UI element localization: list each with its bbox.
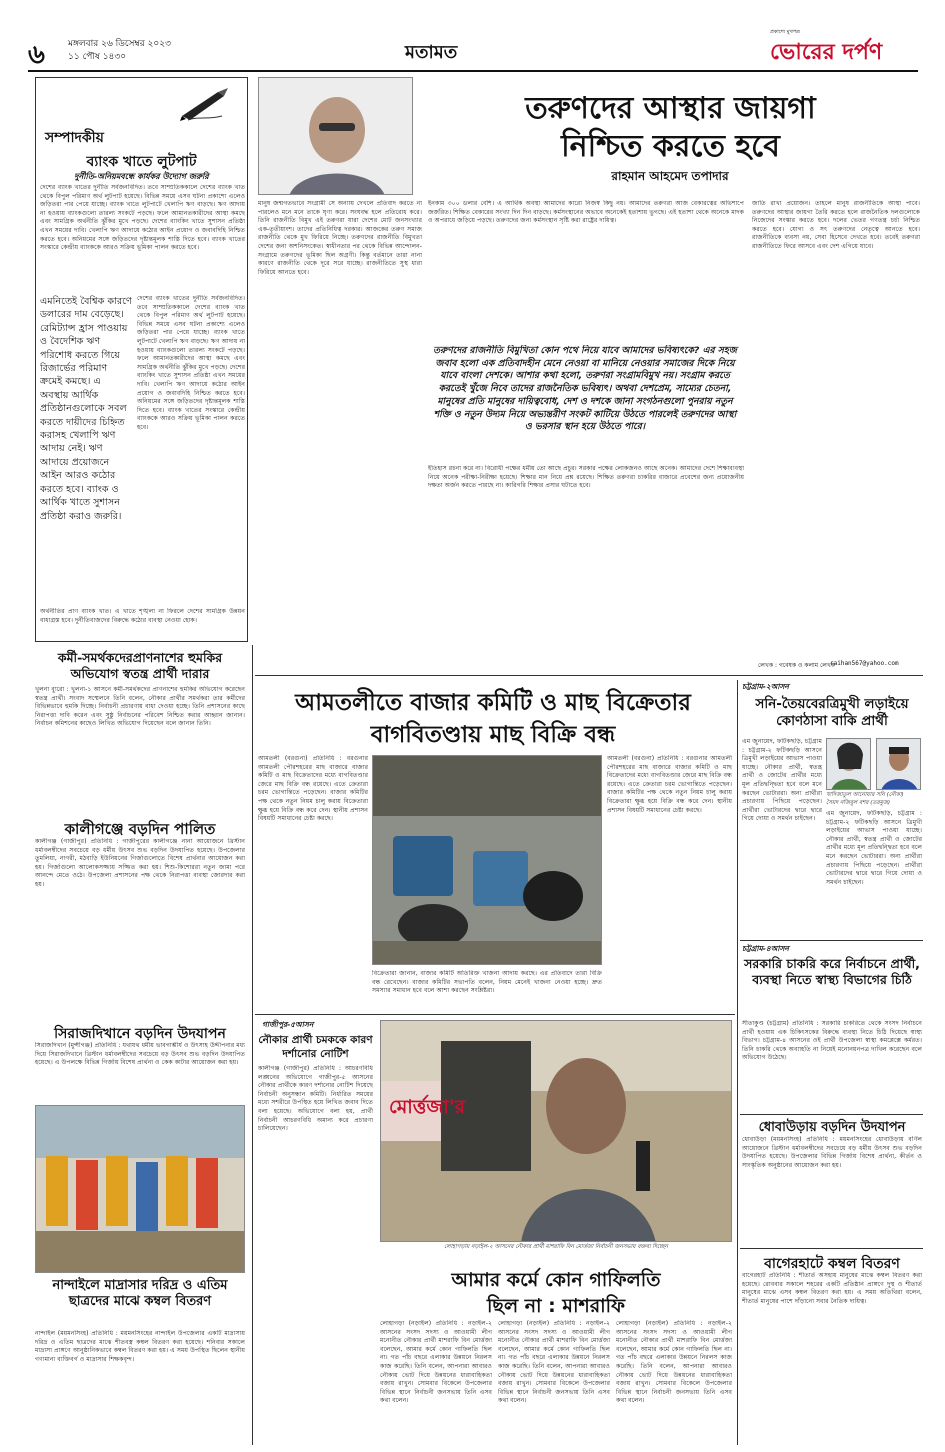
paper-logo: ভোরের দর্পণ <box>770 40 883 65</box>
opinion-author-email: raihan567@yahoo.com <box>830 660 899 667</box>
bazar-body-right: আমতলী (বরগুনা) প্রতিনিধি : বরগুনার আমতলী পৌরশহরের মাছ বাজারে বাজার কমিটি ও মাছ বিক্রেতাদের মধ্যে বাগবিতণ্ডার জেরে মাছ বিক্রি বন্ধ রয়েছে। এতে ক্রেতারা চরম ভোগান্তিতে পড়েছেন। বাজার কমিটির পক্ষ থেকে নতুন নিয়ম চালু করায় বিক্রেতারা ক্ষুব্ধ হয়ে বিক্রি বন্ধ করে দেন। স্থানীয় প্রশাসন বিষয়টি সমাধানের চেষ্টা করছে। <box>607 755 732 814</box>
dhobaura-headline: ধোবাউড়ায় বড়দিন উদযাপন <box>758 1120 906 1135</box>
candidate-caption-1: খাদিজাতুল আনোয়ার সনি (নৌকা) <box>826 792 904 798</box>
right-column-divider <box>737 680 738 1445</box>
kaliganj-headline: কালীগঞ্জে বড়দিন পালিত <box>64 820 216 838</box>
opinion-body-lower: ইতিহাস রচনা করে না। বিরোধী পক্ষের ধর্মীয় তো আছে প্রচুর। সরকার পক্ষের লোকজনও আছে অনেক। আমাদের দেশে শিক্ষাব্যবস্থা নিয়ে অনেক পরীক্ষা-নিরীক্ষা হয়েছে। শিক্ষার মান নিয়ে প্রশ্ন রয়েছে। শিক্ষিত তরুণরা চাকরির বাজারে প্রবেশের জন্য প্রয়োজনীয় দক্ষতা অর্জন করতে পারছে না। কারিগরি শিক্ষার প্রসার ঘটাতে হবে। <box>428 465 744 490</box>
editorial-label: সম্পাদকীয় <box>45 130 104 146</box>
opinion-headline-2: নিশ্চিত করতে হবে <box>561 129 780 164</box>
left-column-divider <box>252 645 253 1445</box>
date-line-1: মঙ্গলবার ২৬ ডিসেম্বর ২০২৩ <box>68 39 171 49</box>
chattogram-bottom-rule <box>740 940 923 941</box>
author-photo <box>258 77 413 195</box>
dhobaura-body: ধোবাউড়া (ময়মনসিংহ) প্রতিনিধি : ময়মনসিংহের ধোবাউড়ায় বর্ণিল আয়োজনে খ্রিস্টান ধর্মাবলম্বীদের সবচেয়ে বড় ধর্মীয় উৎসব শুভ বড়দিন উদযাপিত হয়েছে। উপজেলার বিভিন্ন গির্জায় বিশেষ প্রার্থনা, কীর্তন ও সাংস্কৃতিক অনুষ্ঠানের আয়োজন করা হয়। <box>742 1136 922 1169</box>
chattogram-headline: সনি-তৈয়বেরত্রিমুখী লড়াইয়ে কোণঠাসা বাকি প্রার্থী <box>755 696 909 729</box>
bagerhat-body: বাগেরহাট প্রতিনিধি : শীতার্ত অসহায় মানুষের মাঝে কম্বল বিতরণ করা হয়েছে। রোববার সকালে শহরের একটি প্রতিষ্ঠান প্রাঙ্গণে দুস্থ ও শীতার্ত মানুষের মাঝে এসব কম্বল বিতরণ করা হয়। এ সময় অতিথিরা বলেন, শীতার্ত মানুষের পাশে দাঁড়ানো সবার নৈতিক দায়িত্ব। <box>742 1272 922 1305</box>
editorial-body-2: অর্থনীতির প্রাণ ব্যাংক খাত। এ খাতে শৃঙ্খলা না ফিরলে দেশের সামগ্রিক উন্নয়ন বাধাগ্রস্ত হবে। দুর্নীতিবাজদের বিরুদ্ধে কঠোর ব্যবস্থা নেওয়া হোক। <box>40 608 245 624</box>
kormi-headline: কর্মী-সমর্থকদেরপ্রাণনাশের হুমকির অভিযোগ স্বতন্ত্র প্রার্থী দারার <box>57 650 223 681</box>
bazar-headline-1: আমতলীতে বাজার কমিটি ও মাছ বিক্রেতার <box>295 690 691 716</box>
kormi-body: খুলনা ব্যুরো : খুলনা-১ আসনে কর্মী-সমর্থকদের প্রাণনাশের হুমকির অভিযোগ করেছেন স্বতন্ত্র প্রার্থী। সংবাদ সম্মেলনে তিনি বলেন, নৌকার প্রার্থীর সমর্থকরা তার কর্মীদের বিভিন্নভাবে হুমকি দিচ্ছে। নির্বাচনী প্রচারণায় বাধা দেওয়া হচ্ছে। তিনি প্রশাসনের কাছে নিরাপত্তা দাবি করেন এবং সুষ্ঠু নির্বাচনের পরিবেশ নিশ্চিত করার আহ্বান জানান। নির্বাচন কমিশনের কাছেও লিখিত অভিযোগ দিয়েছেন বলে জানান তিনি। <box>35 686 245 728</box>
chattogram-kicker: চট্টগ্রাম-২আসন <box>742 682 789 691</box>
candidate-caption-2: সৈয়দ নজিবুল বশর (তরমুজ) <box>826 800 891 806</box>
opinion-body-col2: ইনকাম ৩০০ ডলার বেশি। এ আর্থিক অবস্থা আমাদের কারো নিজস্ব কিছু নয়। আমাদের তরুণরা আজ বেকারত্বের অভিশাপে জর্জরিত। শিক্ষিত বেকারের সংখ্যা দিন দিন বাড়ছে। কর্মসংস্থানের অভাবে অনেকেই হতাশায় ভুগছে। এই হতাশা থেকে অনেকে মাদক ও অপরাধে জড়িয়ে পড়ছে। তরুণদের জন্য কর্মসংস্থান সৃষ্টি করা রাষ্ট্রের দায়িত্ব। <box>428 200 744 225</box>
bazar-body-bottom: বিক্রেতারা জানান, বাজার কমিটি অতিরিক্ত খাজনা আদায় করছে। এর প্রতিবাদে তারা বিক্রি বন্ধ রেখেছেন। বাজার কমিটির সভাপতি বলেন, নিয়ম মেনেই খাজনা নেওয়া হচ্ছে। দ্রুত সমস্যার সমাধান হবে বলে আশা করছেন সংশ্লিষ্টরা। <box>372 970 602 995</box>
section-title: মতামত <box>405 42 458 63</box>
opinion-author-note: লেখক : গবেষক ও কলাম লেখক <box>758 662 835 669</box>
opinion-bottom-rule <box>255 675 923 676</box>
kaliganj-body: কালীগঞ্জ (গাজীপুর) প্রতিনিধি : গাজীপুরের কালীগঞ্জে নানা আয়োজনে খ্রিস্টান ধর্মাবলম্বীদের সবচেয়ে বড় ধর্মীয় উৎসব শুভ বড়দিন উদযাপিত হয়েছে। উপজেলার তুমলিয়া, নাগরী, মঠবাড়ি ইউনিয়নের গির্জাগুলোতে বিশেষ প্রার্থনার আয়োজন করা হয়। গির্জাগুলো আলোকসজ্জায় সজ্জিত করা হয়। শিশু-কিশোররা নতুন জামা পরে আনন্দে মেতে ওঠে। উপজেলা প্রশাসনের পক্ষ থেকে নিরাপত্তা ব্যবস্থা জোরদার করা হয়। <box>35 838 245 888</box>
opinion-headline-1: তরুণদের আস্থার জায়গা <box>525 91 816 126</box>
sarkari-kicker: চট্টগ্রাম-৪আসন <box>742 944 789 953</box>
editorial-body-right: দেশের ব্যাংক খাতের দুর্নীতি সর্বজনবিদিত। তবে সাম্প্রতিককালে দেশের ব্যাংক খাত থেকে বিপুল পরিমাণ অর্থ লুটপাট হয়েছে। বিভিন্ন সময়ে এসব ঘটনা প্রকাশ্যে এলেও জড়িতরা পার পেয়ে যাচ্ছে। ব্যাংক খাতে লুটপাটে খেলাপি ঋণ বাড়ছে। ঋণ আদায় না হওয়ায় ব্যাংকগুলো তারল্য সংকটে পড়ছে। ফলে আমানতকারীদের আস্থা কমছে এবং সামগ্রিক অর্থনীতি ঝুঁকির মুখে পড়ছে। দেশের ব্যাংকিং খাতে সুশাসন প্রতিষ্ঠা এখন সময়ের দাবি। খেলাপি ঋণ আদায়ে কঠোর আইন প্রয়োগ ও জবাবদিহি নিশ্চিত করতে হবে। অনিয়মের সঙ্গে জড়িতদের দৃষ্টান্তমূলক শাস্তি দিতে হবে। ব্যাংক খাতের সংস্কারে কেন্দ্রীয় ব্যাংককে আরও সক্রিয় ভূমিকা পালন করতে হবে। <box>137 295 245 431</box>
sarkari-body: সীতাকুণ্ড (চট্টগ্রাম) প্রতিনিধি : সরকারি চাকরিতে থেকে সংসদ নির্বাচনে প্রার্থী হওয়ায় এক চিকিৎসকের বিরুদ্ধে ব্যবস্থা নিতে চিঠি দিয়েছে স্বাস্থ্য বিভাগ। চট্টগ্রাম-৪ আসনের ওই প্রার্থী উপজেলা স্বাস্থ্য কমপ্লেক্সে কর্মরত। তিনি চাকরি থেকে অব্যাহতি না নিয়েই মনোনয়নপত্র দাখিল করেছেন বলে অভিযোগ উঠেছে। <box>742 1020 922 1062</box>
opinion-body-col1: মানুষ জন্মগতভাবে সংগ্রামী সে অন্যায় দেখলে প্রতিবাদ করতে না পারলেও মনে মনে তাকে ঘৃণা করে। সংঘবদ্ধ হলে প্রতিরোধ করে। তিনি রাজনীতি বিমুখ এই তরুণরা যারা দেশের মোট জনসংখ্যার এক-তৃতীয়াংশ। তাদের প্রতিনিধিত্ব দরকার। আজকের তরুণ সমাজ রাজনীতি থেকে মুখ ফিরিয়ে নিচ্ছে। তরুণদের রাজনীতি বিমুখতা দেশের জন্য অশনিসংকেত। স্বাধীনতার পর থেকে বিভিন্ন আন্দোলন-সংগ্রামে তরুণদের ভূমিকা ছিল অগ্রণী। কিন্তু বর্তমানে তারা নানা কারণে রাজনীতি থেকে দূরে সরে যাচ্ছে। রাজনীতিতে সুস্থ ধারা ফিরিয়ে আনতে হবে। <box>258 200 422 276</box>
mashrafe-photo <box>380 1020 732 1242</box>
siraj-body: সিরাজদিখান (মুন্সীগঞ্জ) প্রতিনিধি : যথাযথ ধর্মীয় ভাবগাম্ভীর্য ও উৎসাহ উদ্দীপনার মধ্য দিয়ে সিরাজদিখানে খ্রিস্টান ধর্মাবলম্বীদের সবচেয়ে বড় উৎসব শুভ বড়দিন উদযাপিত হয়েছে। এ উপলক্ষে বিভিন্ন গির্জায় বিশেষ প্রার্থনা ও কেক কাটার আয়োজন করা হয়। <box>35 1042 245 1067</box>
sarkari-headline: সরকারি চাকরি করে নির্বাচনে প্রার্থী, ব্যবস্থা নিতে স্বাস্থ্য বিভাগের চিঠি <box>744 956 920 987</box>
bazar-bottom-rule <box>255 1014 735 1015</box>
siraj-photo <box>35 1105 245 1273</box>
gazipur-body: কালীগঞ্জ (গাজীপুর) প্রতিনিধি : আচরণবিধি লঙ্ঘনের অভিযোগে গাজীপুর-৫ আসনের নৌকার প্রার্থীকে কারণ দর্শানোর নোটিশ দিয়েছে নির্বাচনী অনুসন্ধান কমিটি। নির্ধারিত সময়ের মধ্যে সশরীরে উপস্থিত হয়ে লিখিত জবাব দিতে বলা হয়েছে। অভিযোগে বলা হয়, প্রার্থী নির্বাচনী আচরণবিধি অমান্য করে প্রচারণা চালিয়েছেন। <box>258 1065 373 1133</box>
masthead <box>0 0 945 70</box>
chattogram-body: এম জুনায়েদ, ফটিকছড়ি, চট্টগ্রাম : চট্টগ্রাম-২ ফটিকছড়ি আসনে ত্রিমুখী লড়াইয়ের আভাস পাওয়া যাচ্ছে। নৌকার প্রার্থী, স্বতন্ত্র প্রার্থী ও জোটের প্রার্থীর মধ্যে মূল প্রতিদ্বন্দ্বিতা হবে বলে মনে করছেন ভোটাররা। অন্য প্রার্থীরা প্রচারণায় পিছিয়ে পড়েছেন। প্রার্থীরা ভোটারদের দ্বারে দ্বারে গিয়ে দোয়া ও সমর্থন চাইছেন। <box>742 738 822 823</box>
mashrafe-photo-caption: লোহাগড়ায় নড়াইল-২ আসনের নৌকার প্রার্থী মাশরাফি বিন মোর্ত্তজা নির্বাচনী জনসভায় বক্তব্য দিচ্ছেন <box>444 1244 668 1250</box>
gazipur-kicker: গাজীপুর-৫আসন <box>262 1020 314 1029</box>
fish-market-photo <box>372 755 602 965</box>
editorial-body: দেশের ব্যাংক খাতের দুর্নীতি সর্বজনবিদিত। তবে সাম্প্রতিককালে দেশের ব্যাংক খাত থেকে বিপুল পরিমাণ অর্থ লুটপাট হয়েছে। বিভিন্ন সময়ে এসব ঘটনা প্রকাশ্যে এলেও জড়িতরা পার পেয়ে যাচ্ছে। ব্যাংক খাতে লুটপাটে খেলাপি ঋণ বাড়ছে। ঋণ আদায় না হওয়ায় ব্যাংকগুলো তারল্য সংকটে পড়ছে। ফলে আমানতকারীদের আস্থা কমছে এবং সামগ্রিক অর্থনীতি ঝুঁকির মুখে পড়ছে। দেশের ব্যাংকিং খাতে সুশাসন প্রতিষ্ঠা এখন সময়ের দাবি। খেলাপি ঋণ আদায়ে কঠোর আইন প্রয়োগ ও জবাবদিহি নিশ্চিত করতে হবে। অনিয়মের সঙ্গে জড়িতদের দৃষ্টান্তমূলক শাস্তি দিতে হবে। ব্যাংক খাতের সংস্কারে কেন্দ্রীয় ব্যাংককে আরও সক্রিয় ভূমিকা পালন করতে হবে। <box>40 184 245 252</box>
editorial-subhead: দুর্নীতি-অনিয়মবন্ধে কার্যকর উদ্যোগ জরুরি <box>74 172 209 181</box>
candidate-photo-1 <box>826 738 871 790</box>
pen-icon <box>178 86 230 122</box>
date-line-2: ১১ পৌষ ১৪৩০ <box>68 52 127 62</box>
mashrafe-body-3: লোহাগড়া (নড়াইল) প্রতিনিধি : নড়াইল-২ আসনের সংসদ সদস্য ও আওয়ামী লীগ মনোনীত নৌকার প্রার্থী মাশরাফি বিন মোর্ত্তজা বলেছেন, আমার কর্মে কোন গাফিলতি ছিল না। গত পাঁচ বছরে এলাকার উন্নয়নে নিরলস কাজ করেছি। তিনি বলেন, আপনারা আবারও নৌকায় ভোট দিয়ে উন্নয়নের ধারাবাহিকতা বজায় রাখুন। সোমবার বিকেলে উপজেলার বিভিন্ন স্থানে নির্বাচনী জনসভায় তিনি এসব কথা বলেন। <box>616 1320 732 1405</box>
mashrafe-headline-2: ছিল না : মাশরাফি <box>487 1295 625 1317</box>
paper-tagline: প্রকাশ্যে মুখপত্র <box>770 29 800 35</box>
opinion-body-col3: জাতি রাখা প্রয়োজন। তাহলে মানুষ রাজনীতিকে আস্থা পাবে। তরুণদের আস্থার জায়গা তৈরি করতে হলে রাজনৈতিক দলগুলোকে নিজেদের সংস্কার করতে হবে। দলের ভেতর গণতন্ত্র চর্চা নিশ্চিত করতে হবে। যোগ্য ও সৎ তরুণদের নেতৃত্বে আনতে হবে। রাজনীতিকে ব্যবসা নয়, সেবা হিসেবে দেখতে হবে। তবেই তরুণরা রাজনীতিতে ফিরে আসবে এবং দেশ এগিয়ে যাবে। <box>752 200 920 250</box>
bazar-body-left: আমতলী (বরগুনা) প্রতিনিধি : বরগুনার আমতলী পৌরশহরের মাছ বাজারে বাজার কমিটি ও মাছ বিক্রেতাদের মধ্যে বাগবিতণ্ডার জেরে মাছ বিক্রি বন্ধ রয়েছে। এতে ক্রেতারা চরম ভোগান্তিতে পড়েছেন। বাজার কমিটির পক্ষ থেকে নতুন নিয়ম চালু করায় বিক্রেতারা ক্ষুব্ধ হয়ে বিক্রি বন্ধ করে দেন। স্থানীয় প্রশাসন বিষয়টি সমাধানের চেষ্টা করছে। <box>258 755 368 823</box>
chattogram-body-right: এম জুনায়েদ, ফটিকছড়ি, চট্টগ্রাম : চট্টগ্রাম-২ ফটিকছড়ি আসনে ত্রিমুখী লড়াইয়ের আভাস পাওয়া যাচ্ছে। নৌকার প্রার্থী, স্বতন্ত্র প্রার্থী ও জোটের প্রার্থীর মধ্যে মূল প্রতিদ্বন্দ্বিতা হবে বলে মনে করছেন ভোটাররা। অন্য প্রার্থীরা প্রচারণায় পিছিয়ে পড়েছেন। প্রার্থীরা ভোটারদের দ্বারে দ্বারে গিয়ে দোয়া ও সমর্থন চাইছেন। <box>826 810 922 886</box>
nandail-body: নান্দাইল (ময়মনসিংহ) প্রতিনিধি : ময়মনসিংহের নান্দাইল উপজেলার একটি মাদ্রাসায় দরিদ্র ও এতিম ছাত্রদের মাঝে শীতবস্ত্র কম্বল বিতরণ করা হয়েছে। শনিবার সকালে মাদ্রাসা প্রাঙ্গণে আনুষ্ঠানিকভাবে কম্বল বিতরণ করা হয়। এ সময় উপস্থিত ছিলেন স্থানীয় গণ্যমান্য ব্যক্তিবর্গ ও মাদ্রাসার শিক্ষকবৃন্দ। <box>35 1330 245 1363</box>
dhobaura-bottom-rule <box>740 1248 923 1249</box>
mashrafe-body-2: লোহাগড়া (নড়াইল) প্রতিনিধি : নড়াইল-২ আসনের সংসদ সদস্য ও আওয়ামী লীগ মনোনীত নৌকার প্রার্থী মাশরাফি বিন মোর্ত্তজা বলেছেন, আমার কর্মে কোন গাফিলতি ছিল না। গত পাঁচ বছরে এলাকার উন্নয়নে নিরলস কাজ করেছি। তিনি বলেন, আপনারা আবারও নৌকায় ভোট দিয়ে উন্নয়নের ধারাবাহিকতা বজায় রাখুন। সোমবার বিকেলে উপজেলার বিভিন্ন স্থানে নির্বাচনী জনসভায় তিনি এসব কথা বলেন। <box>498 1320 610 1405</box>
mashrafe-body-1: লোহাগড়া (নড়াইল) প্রতিনিধি : নড়াইল-২ আসনের সংসদ সদস্য ও আওয়ামী লীগ মনোনীত নৌকার প্রার্থী মাশরাফি বিন মোর্ত্তজা বলেছেন, আমার কর্মে কোন গাফিলতি ছিল না। গত পাঁচ বছরে এলাকার উন্নয়নে নিরলস কাজ করেছি। তিনি বলেন, আপনারা আবারও নৌকায় ভোট দিয়ে উন্নয়নের ধারাবাহিকতা বজায় রাখুন। সোমবার বিকেলে উপজেলার বিভিন্ন স্থানে নির্বাচনী জনসভায় তিনি এসব কথা বলেন। <box>380 1320 492 1405</box>
sarkari-bottom-rule <box>740 1114 923 1115</box>
gazipur-headline: নৌকার প্রার্থী চমককে কারণ দর্শানোর নোটিশ <box>258 1034 373 1060</box>
opinion-pull: তরুণদের রাজনীতি বিমুখিতা কোন পথে নিয়ে যাবে আমাদের ভবিষ্যৎকে? এর সহজ জবাব হলো এক প্রতিবাদহীন মেনে নেওয়া বা মানিয়ে নেওয়ার সমাজের দিকে নিয়ে যাবে বাংলা দেশকে। আশার কথা হলো, তরুণরা সংগ্রামবিমুখ নয়। সংগ্রাম করতে করতেই খুঁজে নিবে তাদের রাজনৈতিক ভবিষ্যৎ। অথবা দেশপ্রেম, সাম্যের চেতনা, মানুষের প্রতি মানুষের দায়িত্ববোধ, দেশ ও দশকে জানা সংগঠনগুলো পুনরায় নতুন শক্তি ও নতুন উদ্যম নিয়ে অভ্যন্তরীণ সংকট কাটিয়ে উঠতে পারলেই তরুণদের আস্থা ও ভরসার স্থান হয়ে উঠতে পারে। <box>433 345 737 433</box>
mashrafe-headline-1: আমার কর্মে কোন গাফিলতি <box>451 1269 661 1291</box>
bagerhat-headline: বাগেরহাটে কম্বল বিতরণ <box>764 1256 900 1272</box>
page-number: ৬ <box>28 40 45 70</box>
bazar-headline-2: বাগবিতণ্ডায় মাছ বিক্রি বন্ধ <box>370 722 616 748</box>
nandail-headline: নান্দাইলে মাদ্রাসার দরিদ্র ও এতিম ছাত্রদের মাঝে কম্বল বিতরণ <box>52 1278 228 1309</box>
editorial-headline: ব্যাংক খাতে লুটপাট <box>86 154 197 170</box>
candidate-photo-2 <box>876 738 921 790</box>
mashrafe-banner-text: মোর্ত্তজা'র <box>389 1096 466 1118</box>
masthead-rule <box>28 70 918 72</box>
siraj-headline: সিরাজদিখানে বড়দিন উদযাপন <box>54 1026 226 1042</box>
editorial-pullquote: এমনিতেই বৈশ্বিক কারণে ডলারের দাম বেড়েছে। রেমিট্যান্স হ্রাস পাওয়ায় ও বৈদেশিক ঋণ পরিশোধ করতে গিয়ে রিজার্ভের পরিমাণ ক্রমেই কমছে। এ অবস্থায় আর্থিক প্রতিষ্ঠানগুলোকে সবল করতে দায়ীদের চিহ্নিত করাসহ খেলাপি ঋণ আদায় নেই। ঋণ আদায়ে প্রয়োজনে আইন আরও কঠোর করতে হবে। ব্যাংক ও আর্থিক খাতে সুশাসন প্রতিষ্ঠা করাও জরুরি। <box>40 296 132 522</box>
opinion-author: রাহমান আহমেদ তপাদার <box>611 169 729 183</box>
